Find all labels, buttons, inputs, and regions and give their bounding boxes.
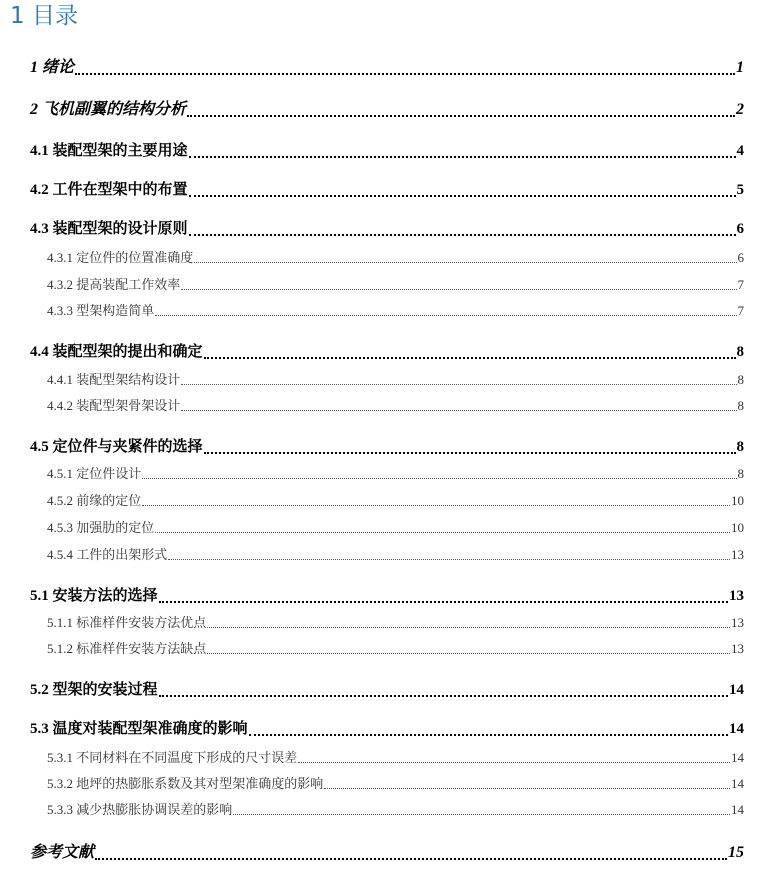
toc-entry[interactable]: [47, 492, 744, 510]
toc-entry-label: 5.3.2 地坪的热膨胀系数及其对型架准确度的影响: [47, 776, 324, 791]
toc-entry[interactable]: [47, 276, 744, 294]
dot-leader: [233, 813, 730, 815]
toc-entry[interactable]: [47, 546, 744, 564]
toc-entry-page-number: 13: [731, 641, 744, 656]
toc-entry-page-number: 14: [729, 721, 744, 737]
toc-entry-page-number: 13: [729, 588, 744, 604]
dot-leader: [204, 356, 736, 359]
toc-entry[interactable]: [47, 614, 744, 632]
toc-entry-label: 4.3 装配型架的设计原则: [30, 221, 188, 237]
toc-heading: 1 目录: [10, 3, 78, 29]
toc-entry[interactable]: [30, 219, 744, 239]
toc-entry[interactable]: [47, 801, 744, 819]
dot-leader: [181, 288, 736, 290]
toc-entry[interactable]: [30, 437, 744, 457]
toc-entry-page-number: 13: [731, 547, 744, 562]
toc-entry-label: 2 飞机副翼的结构分析: [30, 101, 187, 118]
toc-entry-label: 4.4 装配型架的提出和确定: [30, 344, 203, 360]
dot-leader: [204, 451, 736, 454]
toc-entry[interactable]: [47, 519, 744, 537]
toc-entry-label: 5.3 温度对装配型架准确度的影响: [30, 721, 248, 737]
toc-entry-label: 5.1.1 标准样件安装方法优点: [47, 615, 207, 630]
dot-leader: [298, 761, 730, 763]
dot-leader: [168, 558, 730, 560]
toc-entry-page-number: 14: [731, 802, 744, 817]
toc-entry[interactable]: [30, 342, 744, 362]
toc-entry-label: 4.3.1 定位件的位置准确度: [47, 250, 194, 265]
toc-entry[interactable]: [47, 397, 744, 415]
toc-entry-label: 5.1 安装方法的选择: [30, 588, 158, 604]
dot-leader: [155, 314, 736, 316]
toc-entry-page-number: 2: [736, 101, 744, 118]
dot-leader: [207, 652, 730, 654]
toc-entry-label: 1 绪论: [30, 59, 75, 76]
toc-entry-label: 5.1.2 标准样件安装方法缺点: [47, 641, 207, 656]
toc-entry[interactable]: [47, 775, 744, 793]
toc-entry-page-number: 14: [729, 682, 744, 698]
toc-entry[interactable]: [47, 371, 744, 389]
toc-entry[interactable]: [47, 640, 744, 658]
dot-leader: [207, 626, 730, 628]
toc-entry-page-number: 8: [736, 439, 744, 455]
dot-leader: [155, 531, 730, 533]
toc-entry-page-number: 10: [731, 520, 744, 535]
dot-leader: [249, 733, 728, 736]
dot-leader: [181, 383, 736, 385]
toc-entry-label: 4.3.3 型架构造简单: [47, 303, 155, 318]
toc-entry[interactable]: [30, 586, 744, 606]
toc-entry-page-number: 5: [736, 182, 744, 198]
toc-entry-label: 4.2 工件在型架中的布置: [30, 182, 188, 198]
toc-entry-page-number: 7: [737, 303, 744, 318]
dot-leader: [187, 114, 735, 117]
toc-entry-label: 4.5.3 加强肋的定位: [47, 520, 155, 535]
toc-entry-page-number: 10: [731, 493, 744, 508]
dot-leader: [142, 504, 730, 506]
toc-entry[interactable]: [30, 141, 744, 161]
dot-leader: [324, 787, 730, 789]
toc-entry[interactable]: [47, 302, 744, 320]
toc-entry-label: 4.1 装配型架的主要用途: [30, 143, 188, 159]
toc-entry-label: 4.5 定位件与夹紧件的选择: [30, 439, 203, 455]
toc-entry-page-number: 7: [737, 277, 744, 292]
toc-entry[interactable]: [30, 843, 744, 863]
toc-entry[interactable]: [30, 180, 744, 200]
toc-entry[interactable]: [30, 100, 744, 120]
toc-entry-page-number: 8: [737, 466, 744, 481]
toc-entry-page-number: 14: [731, 776, 744, 791]
dot-leader: [194, 261, 736, 263]
toc-entry-label: 4.5.2 前缘的定位: [47, 493, 142, 508]
dot-leader: [142, 477, 736, 479]
dot-leader: [159, 694, 728, 697]
toc-entry-page-number: 13: [731, 615, 744, 630]
toc-entry-label: 4.4.2 装配型架骨架设计: [47, 398, 181, 413]
toc-entry[interactable]: [47, 749, 744, 767]
toc-entry-page-number: 8: [737, 398, 744, 413]
toc-entry-page-number: 8: [737, 372, 744, 387]
toc-entry-label: 4.4.1 装配型架结构设计: [47, 372, 181, 387]
dot-leader: [159, 600, 728, 603]
toc-entry-page-number: 4: [736, 143, 744, 159]
toc-entry-label: 参考文献: [30, 844, 95, 861]
toc-entry-page-number: 1: [736, 59, 744, 76]
dot-leader: [189, 155, 736, 158]
toc-entry-label: 5.2 型架的安装过程: [30, 682, 158, 698]
toc-entry-label: 4.3.2 提高装配工作效率: [47, 277, 181, 292]
dot-leader: [95, 857, 727, 860]
dot-leader: [189, 233, 736, 236]
toc-entry[interactable]: [30, 58, 744, 78]
toc-entry-page-number: 6: [736, 221, 744, 237]
toc-entry-page-number: 15: [728, 844, 744, 861]
dot-leader: [181, 409, 736, 411]
toc-entry-page-number: 8: [736, 344, 744, 360]
toc-entry-label: 4.5.1 定位件设计: [47, 466, 142, 481]
toc-entry-page-number: 6: [737, 250, 744, 265]
toc-entry[interactable]: [30, 680, 744, 700]
toc-entry-page-number: 14: [731, 750, 744, 765]
dot-leader: [189, 194, 736, 197]
toc-entry-label: 5.3.1 不同材料在不同温度下形成的尺寸误差: [47, 750, 298, 765]
toc-entry-label: 4.5.4 工件的出架形式: [47, 547, 168, 562]
toc-entry[interactable]: [47, 249, 744, 267]
toc-entry-label: 5.3.3 减少热膨胀协调误差的影响: [47, 802, 233, 817]
toc-entry[interactable]: [30, 719, 744, 739]
dot-leader: [75, 72, 735, 75]
toc-entry[interactable]: [47, 465, 744, 483]
